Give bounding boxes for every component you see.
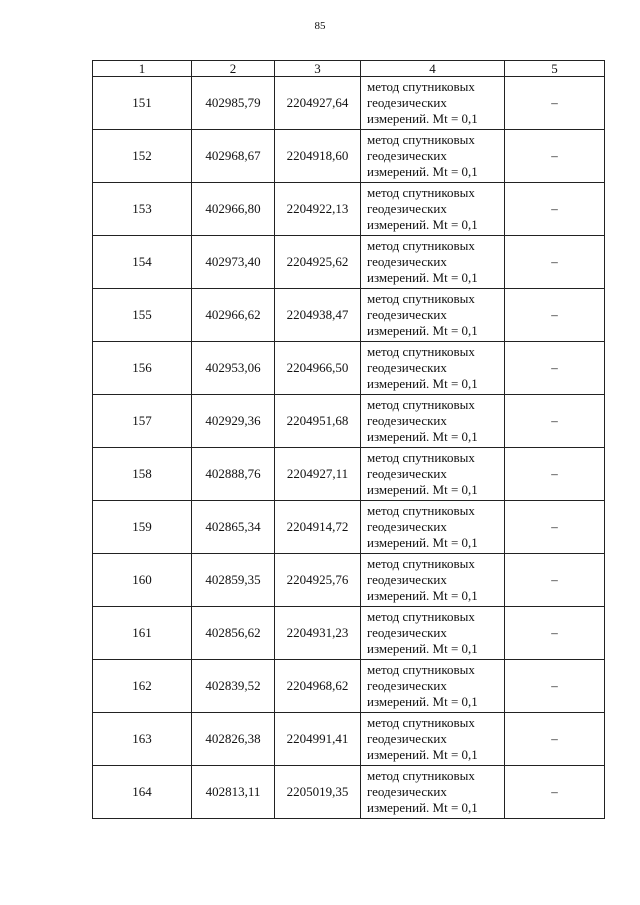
x-coordinate-cell: 402985,79 — [192, 77, 275, 130]
method-line: измерений. Mt = 0,1 — [367, 270, 478, 285]
method-cell — [361, 236, 505, 289]
method-line: геодезических — [367, 466, 447, 481]
method-line: метод спутниковых — [367, 768, 475, 783]
table-row — [93, 183, 605, 236]
method-cell — [361, 289, 505, 342]
x-coordinate-cell: 402859,35 — [192, 554, 275, 607]
method-line: измерений. Mt = 0,1 — [367, 164, 478, 179]
method-line: измерений. Mt = 0,1 — [367, 641, 478, 656]
y-coordinate-cell: 2204966,50 — [275, 342, 361, 395]
y-coordinate-cell: 2204968,62 — [275, 660, 361, 713]
method-line: метод спутниковых — [367, 662, 475, 677]
table-body — [93, 77, 605, 819]
y-coordinate-cell: 2204918,60 — [275, 130, 361, 183]
method-cell — [361, 183, 505, 236]
note-cell: – — [505, 713, 605, 766]
method-line: измерений. Mt = 0,1 — [367, 376, 478, 391]
point-number-cell: 160 — [93, 554, 192, 607]
point-number-cell: 155 — [93, 289, 192, 342]
note-cell: – — [505, 289, 605, 342]
point-number-cell: 164 — [93, 766, 192, 819]
note-cell: – — [505, 395, 605, 448]
method-cell — [361, 130, 505, 183]
header-col-5: 5 — [505, 61, 605, 77]
method-line: измерений. Mt = 0,1 — [367, 588, 478, 603]
y-coordinate-cell: 2204927,64 — [275, 77, 361, 130]
x-coordinate-cell: 402966,80 — [192, 183, 275, 236]
method-line: измерений. Mt = 0,1 — [367, 535, 478, 550]
method-line: измерений. Mt = 0,1 — [367, 482, 478, 497]
table-row — [93, 607, 605, 660]
method-line: геодезических — [367, 95, 447, 110]
method-line: геодезических — [367, 360, 447, 375]
method-cell — [361, 501, 505, 554]
point-number-cell: 163 — [93, 713, 192, 766]
method-line: метод спутниковых — [367, 450, 475, 465]
note-cell: – — [505, 236, 605, 289]
method-line: метод спутниковых — [367, 556, 475, 571]
table-row — [93, 713, 605, 766]
y-coordinate-cell: 2205019,35 — [275, 766, 361, 819]
method-cell — [361, 395, 505, 448]
point-number-cell: 156 — [93, 342, 192, 395]
note-cell: – — [505, 130, 605, 183]
method-cell — [361, 448, 505, 501]
note-cell: – — [505, 554, 605, 607]
method-cell — [361, 607, 505, 660]
x-coordinate-cell: 402968,67 — [192, 130, 275, 183]
coordinates-table — [92, 60, 605, 819]
point-number-cell: 162 — [93, 660, 192, 713]
point-number-cell: 158 — [93, 448, 192, 501]
note-cell: – — [505, 183, 605, 236]
page-number: 85 — [314, 20, 326, 32]
x-coordinate-cell: 402856,62 — [192, 607, 275, 660]
header-col-4: 4 — [361, 61, 505, 77]
method-line: измерений. Mt = 0,1 — [367, 747, 478, 762]
method-line: метод спутниковых — [367, 715, 475, 730]
x-coordinate-cell: 402888,76 — [192, 448, 275, 501]
note-cell: – — [505, 660, 605, 713]
method-line: геодезических — [367, 784, 447, 799]
method-line: геодезических — [367, 572, 447, 587]
method-cell — [361, 766, 505, 819]
header-row — [93, 61, 605, 77]
y-coordinate-cell: 2204951,68 — [275, 395, 361, 448]
method-cell — [361, 342, 505, 395]
method-line: геодезических — [367, 625, 447, 640]
table-row — [93, 501, 605, 554]
note-cell: – — [505, 77, 605, 130]
method-cell — [361, 77, 505, 130]
x-coordinate-cell: 402813,11 — [192, 766, 275, 819]
y-coordinate-cell: 2204914,72 — [275, 501, 361, 554]
method-cell — [361, 660, 505, 713]
x-coordinate-cell: 402929,36 — [192, 395, 275, 448]
method-line: геодезических — [367, 148, 447, 163]
y-coordinate-cell: 2204927,11 — [275, 448, 361, 501]
method-line: геодезических — [367, 731, 447, 746]
note-cell: – — [505, 342, 605, 395]
x-coordinate-cell: 402973,40 — [192, 236, 275, 289]
method-line: метод спутниковых — [367, 185, 475, 200]
note-cell: – — [505, 607, 605, 660]
x-coordinate-cell: 402826,38 — [192, 713, 275, 766]
method-line: геодезических — [367, 413, 447, 428]
method-line: измерений. Mt = 0,1 — [367, 217, 478, 232]
table-row — [93, 289, 605, 342]
y-coordinate-cell: 2204991,41 — [275, 713, 361, 766]
y-coordinate-cell: 2204938,47 — [275, 289, 361, 342]
point-number-cell: 153 — [93, 183, 192, 236]
method-line: метод спутниковых — [367, 344, 475, 359]
method-line: измерений. Mt = 0,1 — [367, 800, 478, 815]
method-cell — [361, 713, 505, 766]
table-row — [93, 342, 605, 395]
note-cell: – — [505, 448, 605, 501]
table-row — [93, 448, 605, 501]
header-col-1: 1 — [93, 61, 192, 77]
method-line: геодезических — [367, 201, 447, 216]
method-line: геодезических — [367, 519, 447, 534]
method-cell — [361, 554, 505, 607]
table-row — [93, 77, 605, 130]
table-row — [93, 766, 605, 819]
table-row — [93, 130, 605, 183]
method-line: геодезических — [367, 678, 447, 693]
y-coordinate-cell: 2204922,13 — [275, 183, 361, 236]
method-line: измерений. Mt = 0,1 — [367, 323, 478, 338]
method-line: измерений. Mt = 0,1 — [367, 694, 478, 709]
table-row — [93, 395, 605, 448]
table-row — [93, 236, 605, 289]
point-number-cell: 159 — [93, 501, 192, 554]
point-number-cell: 154 — [93, 236, 192, 289]
method-line: геодезических — [367, 307, 447, 322]
header-col-3: 3 — [275, 61, 361, 77]
table-row — [93, 554, 605, 607]
point-number-cell: 151 — [93, 77, 192, 130]
method-line: метод спутниковых — [367, 397, 475, 412]
method-line: метод спутниковых — [367, 503, 475, 518]
method-line: измерений. Mt = 0,1 — [367, 111, 478, 126]
y-coordinate-cell: 2204931,23 — [275, 607, 361, 660]
y-coordinate-cell: 2204925,62 — [275, 236, 361, 289]
y-coordinate-cell: 2204925,76 — [275, 554, 361, 607]
table-row — [93, 660, 605, 713]
point-number-cell: 152 — [93, 130, 192, 183]
point-number-cell: 161 — [93, 607, 192, 660]
header-col-2: 2 — [192, 61, 275, 77]
method-line: метод спутниковых — [367, 132, 475, 147]
x-coordinate-cell: 402865,34 — [192, 501, 275, 554]
point-number-cell: 157 — [93, 395, 192, 448]
table-header — [93, 61, 605, 77]
method-line: метод спутниковых — [367, 238, 475, 253]
x-coordinate-cell: 402839,52 — [192, 660, 275, 713]
method-line: измерений. Mt = 0,1 — [367, 429, 478, 444]
x-coordinate-cell: 402953,06 — [192, 342, 275, 395]
note-cell: – — [505, 501, 605, 554]
note-cell: – — [505, 766, 605, 819]
method-line: геодезических — [367, 254, 447, 269]
method-line: метод спутниковых — [367, 291, 475, 306]
method-line: метод спутниковых — [367, 79, 475, 94]
method-line: метод спутниковых — [367, 609, 475, 624]
x-coordinate-cell: 402966,62 — [192, 289, 275, 342]
